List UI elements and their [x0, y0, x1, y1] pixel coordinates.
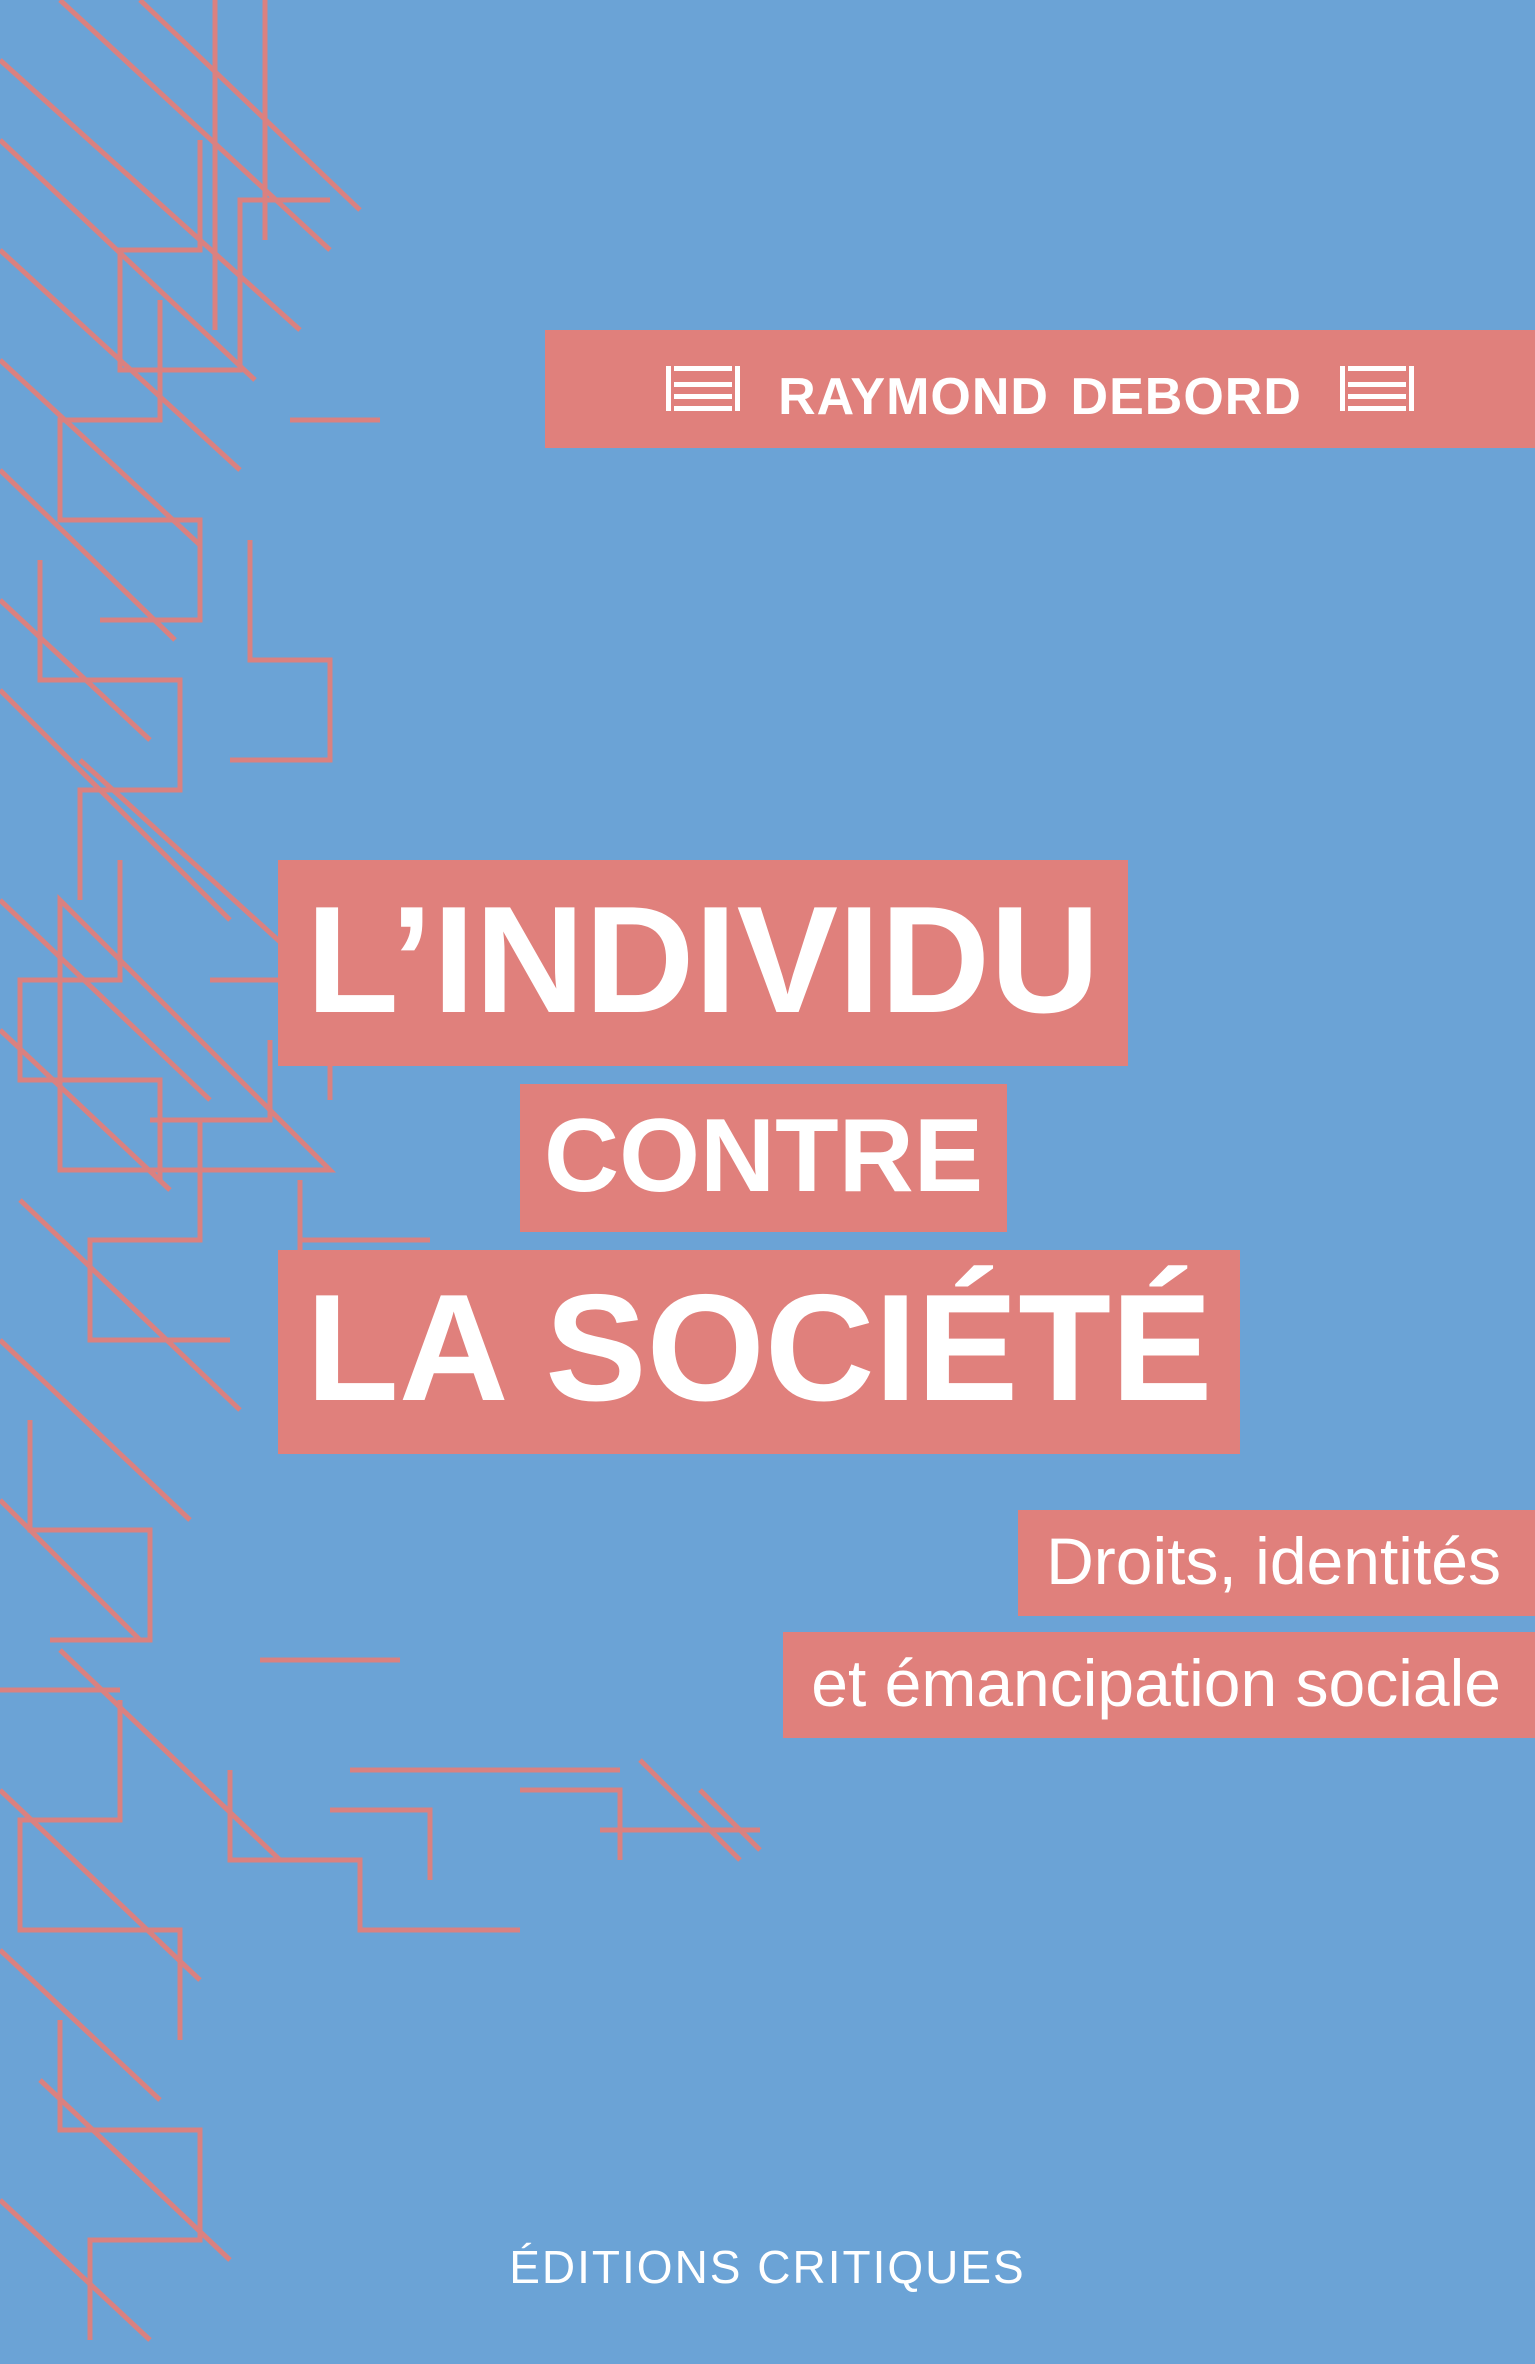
book-subtitle — [0, 1510, 1535, 1738]
author-band — [545, 330, 1535, 448]
ledger-lines-icon-left — [666, 366, 740, 412]
publisher-name: ÉDITIONS CRITIQUES — [509, 2241, 1026, 2293]
author-name: raymond debord — [778, 347, 1302, 430]
ledger-lines-icon-right — [1340, 366, 1414, 412]
subtitle-line-1: Droits, identités — [1018, 1510, 1535, 1616]
title-line-1: L’INDIVIDU — [278, 860, 1128, 1066]
title-line-2: CONTRE — [520, 1084, 1007, 1232]
book-title — [0, 860, 1535, 1454]
title-line-3: LA SOCIÉTÉ — [278, 1250, 1240, 1454]
subtitle-line-2: et émancipation sociale — [783, 1632, 1535, 1738]
